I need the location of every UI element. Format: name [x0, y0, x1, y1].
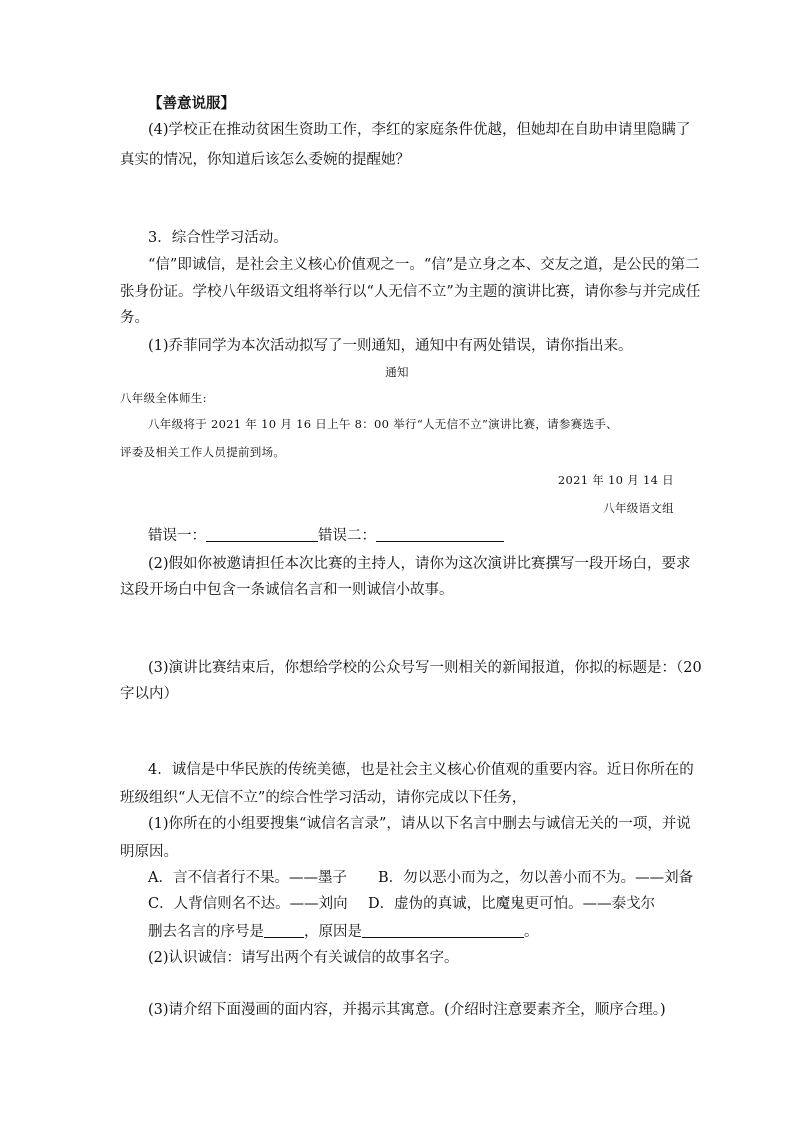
- notice-title: 通知: [385, 365, 409, 379]
- section-heading: 【善意说服】: [148, 95, 235, 112]
- question-3-sub3: (3)演讲比赛结束后，你想给学校的公众号写一则相关的新闻报道，你拟的标题是：（20: [148, 660, 702, 676]
- question-3-intro-end: 务。: [120, 310, 149, 326]
- question-3-sub1: (1)乔菲同学为本次活动拟写了一则通知，通知中有两处错误，请你指出来。: [148, 338, 633, 354]
- answer-line: [148, 922, 539, 942]
- question-3-sub2-cont: 这段开场白中包含一条诚信名言和一则诚信小故事。: [120, 582, 454, 598]
- answer-prefix: 删去名言的序号是: [148, 924, 264, 940]
- answer-number-blank[interactable]: [264, 923, 304, 938]
- question-3-sub2: (2)假如你被邀请担任本次比赛的主持人，请你为这次演讲比赛撰写一段开场白，要求: [148, 556, 691, 572]
- answer-end: 。: [524, 924, 539, 940]
- notice-body-cont: 评委及相关工作人员提前到场。: [120, 445, 286, 459]
- question-4-sub1-cont: 明原因。: [120, 844, 178, 860]
- question-4-sub3: (3)请介绍下面漫画的面内容，并揭示其寓意。(介绍时注意要素齐全，顺序合理。): [148, 1002, 666, 1018]
- q4-text: (4)学校正在推动贫困生资助工作，李红的家庭条件优越，但她却在自助申请里隐瞒了: [148, 122, 691, 138]
- option-b: B．勿以恶小而为之，勿以善小而不为。——刘备: [378, 870, 694, 886]
- option-a: A．言不信者行不果。——墨子: [148, 870, 347, 886]
- question-3-sub3-cont: 字以内）: [120, 686, 178, 702]
- notice-date: 2021 年 10 月 14 日: [557, 473, 674, 487]
- notice-salutation: 八年级全体师生:: [120, 391, 207, 405]
- option-d: D．虚伪的真诚，比魔鬼更可怕。——泰戈尔: [368, 896, 656, 912]
- answer-reason-blank[interactable]: [362, 923, 524, 938]
- notice-body: 八年级将于 2021 年 10 月 16 日上午 8：00 举行“人无信不立”演讲比赛，请参赛选手、: [148, 417, 618, 431]
- question-4-intro: 4．诚信是中华民族的传统美德，也是社会主义核心价值观的重要内容。近日你所在的: [148, 762, 694, 778]
- question-3-title: 3．综合性学习活动。: [148, 230, 288, 246]
- question-4-intro-cont: 班级组织“人无信不立”的综合性学习活动，请你完成以下任务，: [120, 790, 527, 806]
- option-c: C．人背信则名不达。——刘向: [148, 896, 348, 912]
- notice-signature: 八年级语文组: [603, 501, 674, 515]
- error2-blank[interactable]: [376, 527, 504, 542]
- q4-text-cont: 真实的情况，你知道后该怎么委婉的提醒她？: [120, 152, 410, 168]
- question-3-intro: “信”即诚信，是社会主义核心价值观之一。“信”是立身之本、交友之道，是公民的第二: [148, 257, 700, 273]
- answer-middle: ，原因是: [304, 924, 362, 940]
- question-3-intro-cont: 张身份证。学校八年级语文组将举行以“人无信不立”为主题的演讲比赛，请你参与并完成任: [120, 284, 701, 300]
- error1-label: 错误一：: [148, 528, 206, 544]
- error-answer-line: [148, 526, 504, 546]
- error2-label: 错误二：: [318, 528, 376, 544]
- question-4-sub2: (2)认识诚信：请写出两个有关诚信的故事名字。: [148, 950, 459, 966]
- question-4-sub1: (1)你所在的小组要搜集“诚信名言录”，请从以下名言中删去与诚信无关的一项，并说: [148, 816, 691, 832]
- error1-blank[interactable]: [206, 527, 318, 542]
